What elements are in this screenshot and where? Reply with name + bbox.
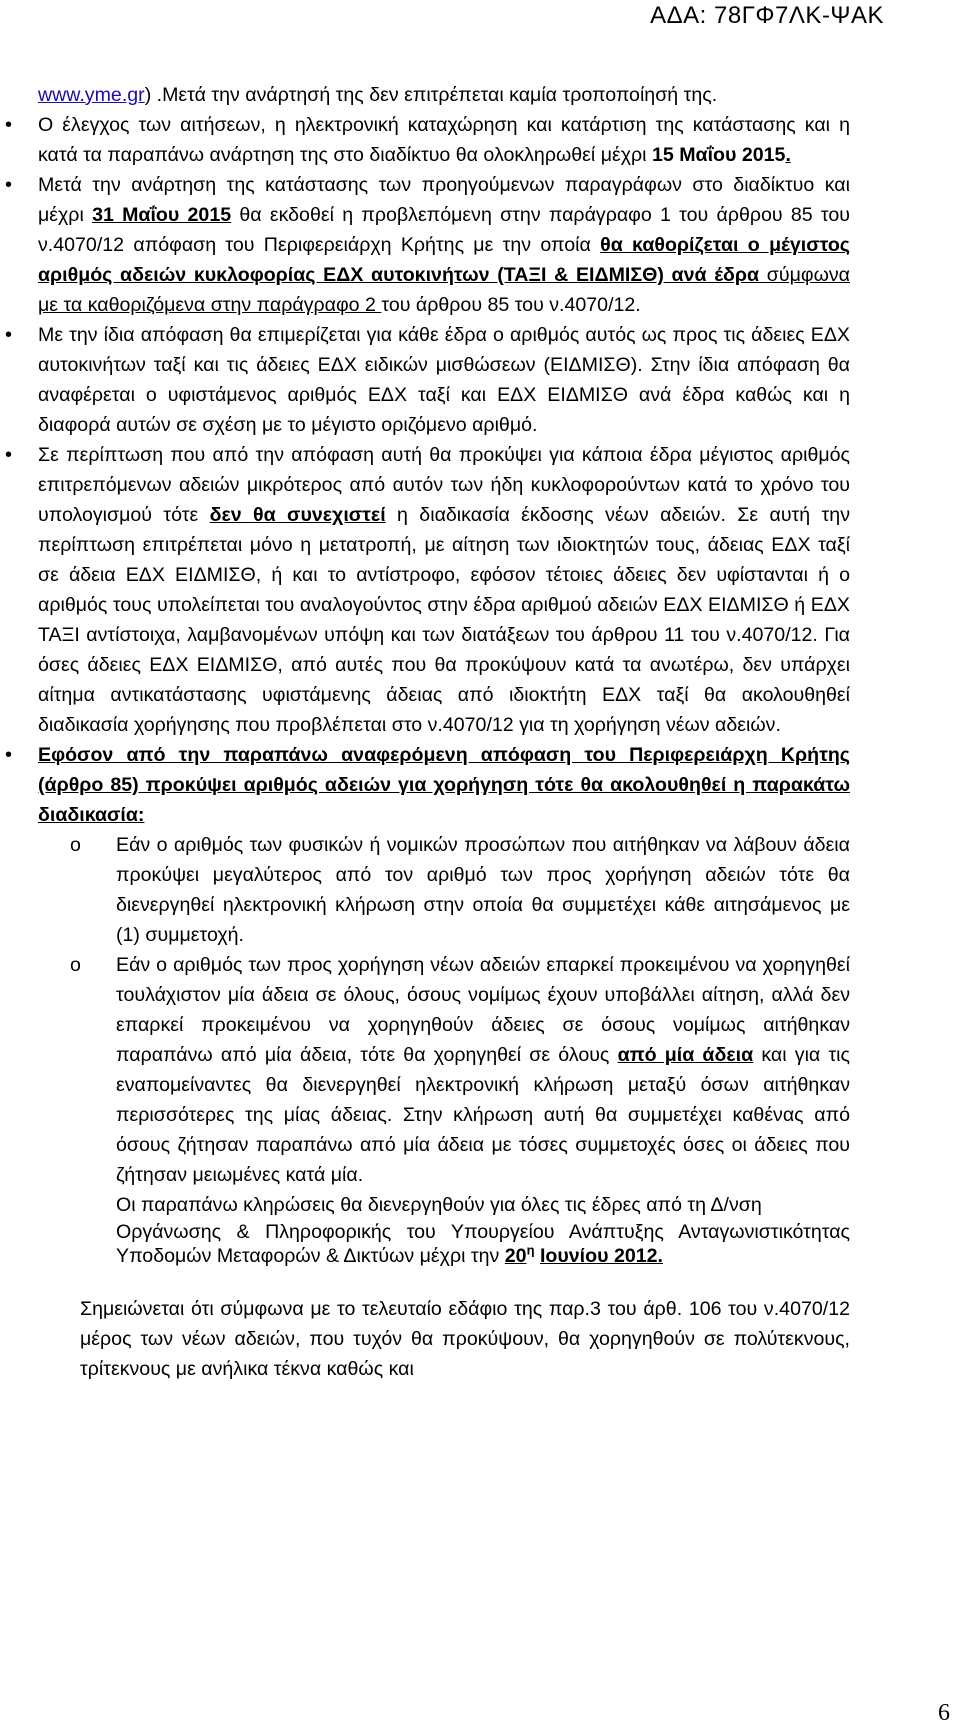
emphasis-text: δεν θα συνεχιστεί bbox=[209, 504, 386, 526]
deadline-date: 31 Μαΐου 2015 bbox=[92, 204, 232, 226]
note-paragraph: Σημειώνεται ότι σύμφωνα με το τελευταίο εδάφιο της παρ.3 του άρθ. 106 του ν.4070/12 μέρος των νέων αδειών, που τυχόν θα προκύψουν, θα χορηγηθούν σε πολύτεκνους, τρίτεκνους με ανήλικα τέκνα καθώς και bbox=[80, 1298, 850, 1380]
bullet-item: • Ο έλεγχος των αιτήσεων, η ηλεκτρονική καταχώρηση και κατάρτιση της κατάστασης και η κατά τα παραπάνω ανάρτηση της στο διαδίκτυο θα ολοκληρωθεί μέχρι 15 Μαΐου 2015. bbox=[38, 110, 850, 170]
document-body bbox=[38, 80, 850, 1384]
sub-item: o Εάν ο αριθμός των προς χορήγηση νέων αδειών επαρκεί προκειμένου να χορηγηθεί τουλάχιστον μία άδεια σε όλους, όσους νομίμως έχουν υποβάλλει αίτηση, αλλά δεν επαρκεί προκειμένου να χορηγηθούν άδειες σε όσους νομίμως αιτήθηκαν παραπάνω από μία άδεια, τότε θα χορηγηθεί σε όλους από μία άδεια και για τις εναπομείναντες θα διενεργηθεί ηλεκτρονική κλήρωση μεταξύ όσων αιτήθηκαν περισσότερες της μίας άδειας. Στην κλήρωση αυτή θα συμμετέχει καθένας από όσους ζήτησαν παραπάνω από μία άδεια με τόσες συμμετοχές όσες οι άδειες που ζήτησαν μειωμένες κατά μία. bbox=[116, 950, 850, 1190]
bullet-item: • Σε περίπτωση που από την απόφαση αυτή θα προκύψει για κάποια έδρα μέγιστος αριθμός επιτρεπόμενων αδειών μικρότερος από αυτόν των ήδη κυκλοφορούντων κατά το χρόνο του υπολογισμού τότε δεν θα συνεχιστεί η διαδικασία έκδοσης νέων αδειών. Σε αυτή την περίπτωση επιτρέπεται μόνο η μετατροπή, με αίτηση των ιδιοκτητών τους, άδειας ΕΔΧ ταξί σε άδεια ΕΔΧ ΕΙΔΜΙΣΘ, ή και το αντίστροφο, εφόσον τέτοιες άδειες δεν υφίστανται ή ο αριθμός τους υπολείπεται του αναλογούντος στην έδρα αριθμού αδειών ΕΔΧ ΕΙΔΜΙΣΘ ή ΕΔΧ ΤΑΞΙ αντίστοιχα, λαμβανομένων υπόψη και των διατάξεων του άρθρου 11 του ν.4070/12. Για όσες άδειες ΕΔΧ ΕΙΔΜΙΣΘ, από αυτές που θα προκύψουν κατά τα ανωτέρω, δεν υπάρχει αίτημα αντικατάστασης υφιστάμενης άδειας από ιδιοκτήτη ΕΔΧ ταξί θα ακολουθηθεί διαδικασία χορήγησης που προβλέπεται στο ν.4070/12 για τη χορήγηση νέων αδειών. bbox=[38, 440, 850, 740]
lottery-paragraph: Οι παραπάνω κληρώσεις θα διενεργηθούν για όλες τις έδρες από τη Δ/νση bbox=[116, 1194, 762, 1216]
bullet-item: • Με την ίδια απόφαση θα επιμερίζεται για κάθε έδρα ο αριθμός αυτός ως προς τις άδειες ΕΔΧ αυτοκινήτων ταξί και τις άδειες ΕΔΧ ειδικών μισθώσεων (ΕΙΔΜΙΣΘ). Στην ίδια απόφαση θα αναφέρεται ο υφιστάμενος αριθμός ΕΔΧ ταξί και ΕΔΧ ΕΙΔΜΙΣΘ ανά έδρα καθώς και η διαφορά αυτών σε σχέση με το μέγιστο οριζόμενο αριθμό. bbox=[38, 320, 850, 440]
procedure-heading: Εφόσον από την παραπάνω αναφερόμενη απόφαση του Περιφερειάρχη Κρήτης (άρθρο 85) προκύψει αριθμός αδειών για χορήγηση τότε θα ακολουθηθεί η παρακάτω διαδικασία: bbox=[38, 744, 850, 826]
intro-text: ) .Μετά την ανάρτησή της δεν επιτρέπεται καμία τροποποίησή της. bbox=[144, 84, 718, 106]
bullet-list bbox=[38, 110, 850, 830]
sub-item: o Εάν ο αριθμός των φυσικών ή νομικών προσώπων που αιτήθηκαν να λάβουν άδεια προκύψει μεγαλύτερος από τον αριθμό των προς χορήγηση αδειών τότε θα διενεργηθεί ηλεκτρονική κλήρωση στην οποία θα συμμετέχει κάθε αιτησάμενος με (1) συμμετοχή. bbox=[116, 830, 850, 950]
bullet-item: • Μετά την ανάρτηση της κατάστασης των προηγούμενων παραγράφων στο διαδίκτυο και μέχρι 31 Μαΐου 2015 θα εκδοθεί η προβλεπόμενη στην παράγραφο 1 του άρθρου 85 του ν.4070/12 απόφαση του Περιφερειάρχη Κρήτης με την οποία θα καθορίζεται ο μέγιστος αριθμός αδειών κυκλοφορίας ΕΔΧ αυτοκινήτων (ΤΑΞΙ & ΕΙΔΜΙΣΘ) ανά έδρα σύμφωνα με τα καθοριζόμενα στην παράγραφο 2 του άρθρου 85 του ν.4070/12. bbox=[38, 170, 850, 320]
bullet-item bbox=[38, 740, 850, 830]
intro-paragraph bbox=[38, 80, 850, 110]
ada-header: ΑΔΑ: 78ΓΦ7ΛΚ-ΨΑΚ bbox=[650, 2, 884, 29]
deadline-paragraph: Οργάνωσης & Πληροφορικής του Υπουργείου Ανάπτυξης Ανταγωνιστικότητας Υποδομών Μεταφορών & Δικτύων μέχρι την $20^\eta$ Ιουνίου 2012. bbox=[116, 1221, 850, 1267]
deadline-date: 15 Μαΐου 2015 bbox=[651, 144, 786, 166]
page-number: 6 bbox=[938, 1700, 950, 1726]
yme-link[interactable]: www.yme.gr bbox=[38, 84, 145, 106]
emphasis-text: από μία άδεια bbox=[617, 1044, 754, 1066]
sub-list bbox=[38, 830, 850, 1190]
emphasis-text: θα καθορίζεται ο μέγιστος αριθμός αδειών κυκλοφορίας ΕΔΧ αυτοκινήτων (ΤΑΞΙ & ΕΙΔΜΙΣΘ) ανά έδρα bbox=[38, 234, 850, 286]
